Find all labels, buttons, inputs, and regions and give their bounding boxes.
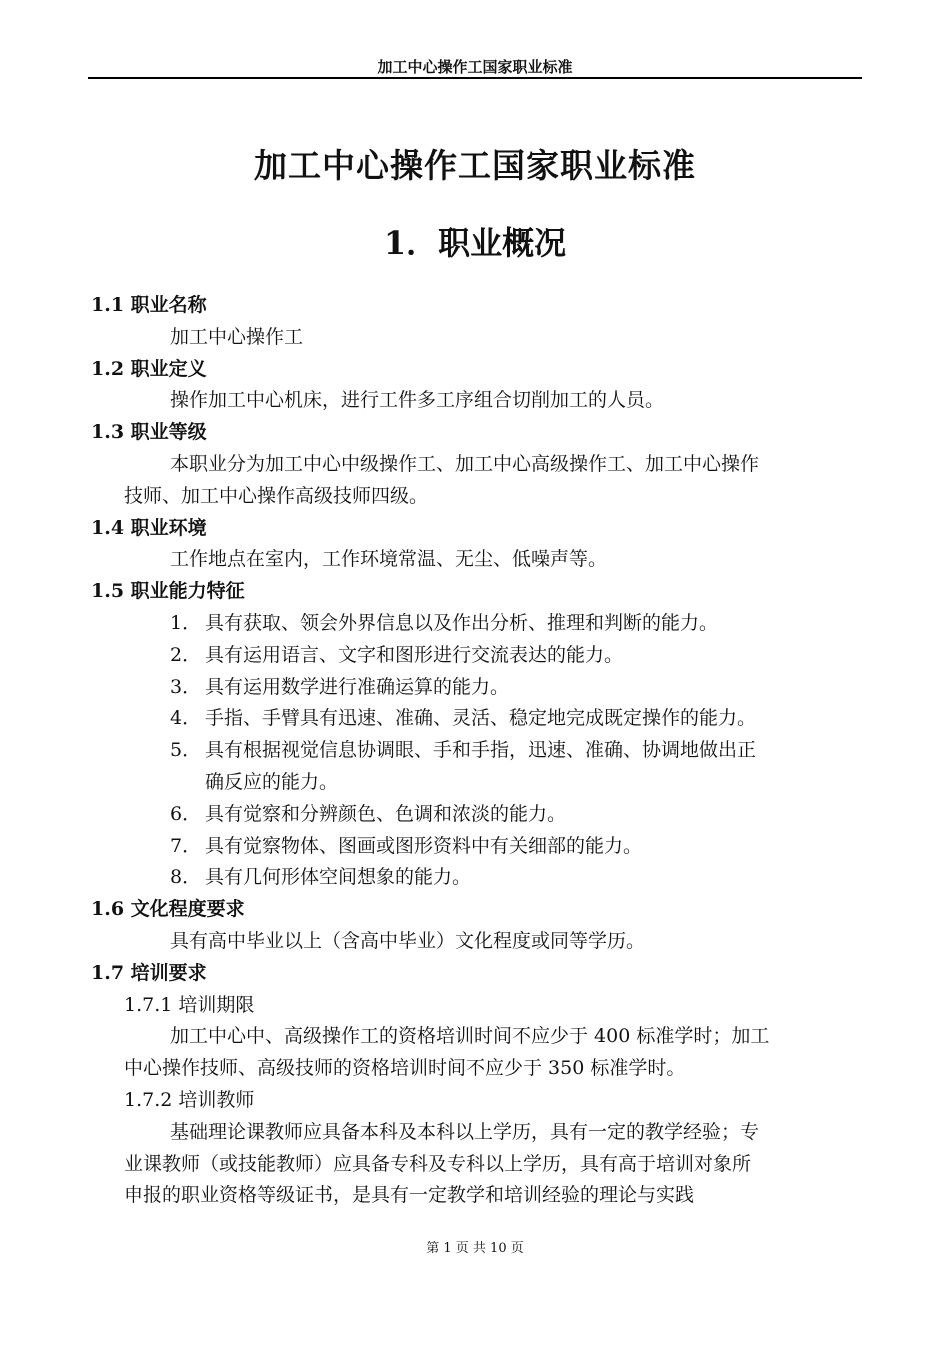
list-item — [91, 735, 863, 799]
section-text: 技师、加工中心操作高级技师四级。 — [124, 484, 429, 507]
chapter-title: 1．职业概况 — [383, 224, 567, 262]
list-item-text: 具有几何形体空间想象的能力。 — [205, 866, 472, 889]
section-heading: 1.6 文化程度要求 — [91, 898, 245, 921]
list-item — [91, 831, 863, 863]
section-text: 加工中心中、高级操作工的资格培训时间不应少于 400 标准学时；加工 — [170, 1025, 770, 1048]
list-item-number: 7． — [170, 834, 202, 857]
section-text: 具有高中毕业以上（含高中毕业）文化程度或同等学历。 — [170, 929, 646, 952]
list-item-text: 具有获取、领会外界信息以及作出分析、推理和判断的能力。 — [205, 611, 719, 634]
section-text: 操作加工中心机床，进行工件多工序组合切削加工的人员。 — [170, 389, 665, 412]
list-item — [91, 862, 863, 894]
list-item-text: 具有觉察和分辨颜色、色调和浓淡的能力。 — [205, 802, 567, 825]
subsection-heading: 1.7.1 培训期限 — [124, 993, 255, 1016]
subsection-heading: 1.7.2 培训教师 — [124, 1088, 255, 1111]
list-item — [91, 703, 863, 735]
section-text: 业课教师（或技能教师）应具备专科及专科以上学历，具有高于培训对象所 — [124, 1152, 752, 1175]
header-divider — [88, 77, 862, 79]
section-heading: 1.5 职业能力特征 — [91, 580, 245, 603]
list-item — [91, 640, 863, 672]
section-heading: 1.3 职业等级 — [91, 421, 207, 444]
section-text: 中心操作技师、高级技师的资格培训时间不应少于 350 标准学时。 — [124, 1057, 686, 1080]
list-item-text: 具有运用语言、文字和图形进行交流表达的能力。 — [205, 643, 624, 666]
section-text: 加工中心操作工 — [170, 325, 304, 348]
list-item-number: 3． — [170, 675, 202, 698]
section-heading: 1.2 职业定义 — [91, 357, 207, 380]
list-item-text: 具有根据视觉信息协调眼、手和手指，迅速、准确、协调地做出正 — [205, 739, 757, 762]
section-text: 本职业分为加工中心中级操作工、加工中心高级操作工、加工中心操作 — [170, 452, 760, 475]
list-item-text: 手指、手臂具有迅速、准确、灵活、稳定地完成既定操作的能力。 — [205, 707, 757, 730]
section-text: 基础理论课教师应具备本科及本科以上学历，具有一定的教学经验；专 — [170, 1120, 760, 1143]
document-body — [91, 290, 863, 1212]
section-heading: 1.7 培训要求 — [91, 961, 207, 984]
list-item-text: 具有觉察物体、图画或图形资料中有关细部的能力。 — [205, 834, 643, 857]
list-item-number: 6． — [170, 802, 202, 825]
section-heading: 1.4 职业环境 — [91, 516, 207, 539]
section-text: 申报的职业资格等级证书，是具有一定教学和培训经验的理论与实践 — [124, 1184, 695, 1207]
running-header: 加工中心操作工国家职业标准 — [377, 58, 573, 76]
list-item-number: 4． — [170, 707, 202, 730]
page-number: 第 1 页 共 10 页 — [426, 1241, 524, 1256]
document-title: 加工中心操作工国家职业标准 — [254, 146, 696, 185]
list-item-number: 2． — [170, 643, 202, 666]
list-item-number: 5． — [170, 739, 202, 762]
list-item-text: 具有运用数学进行准确运算的能力。 — [205, 675, 510, 698]
list-item-number: 8． — [170, 866, 202, 889]
list-item — [91, 672, 863, 704]
list-item-number: 1． — [170, 611, 202, 634]
section-heading: 1.1 职业名称 — [91, 294, 207, 316]
list-item — [91, 608, 863, 640]
section-text: 工作地点在室内，工作环境常温、无尘、低噪声等。 — [170, 548, 608, 571]
list-item — [91, 799, 863, 831]
list-item-text: 确反应的能力。 — [205, 770, 339, 793]
